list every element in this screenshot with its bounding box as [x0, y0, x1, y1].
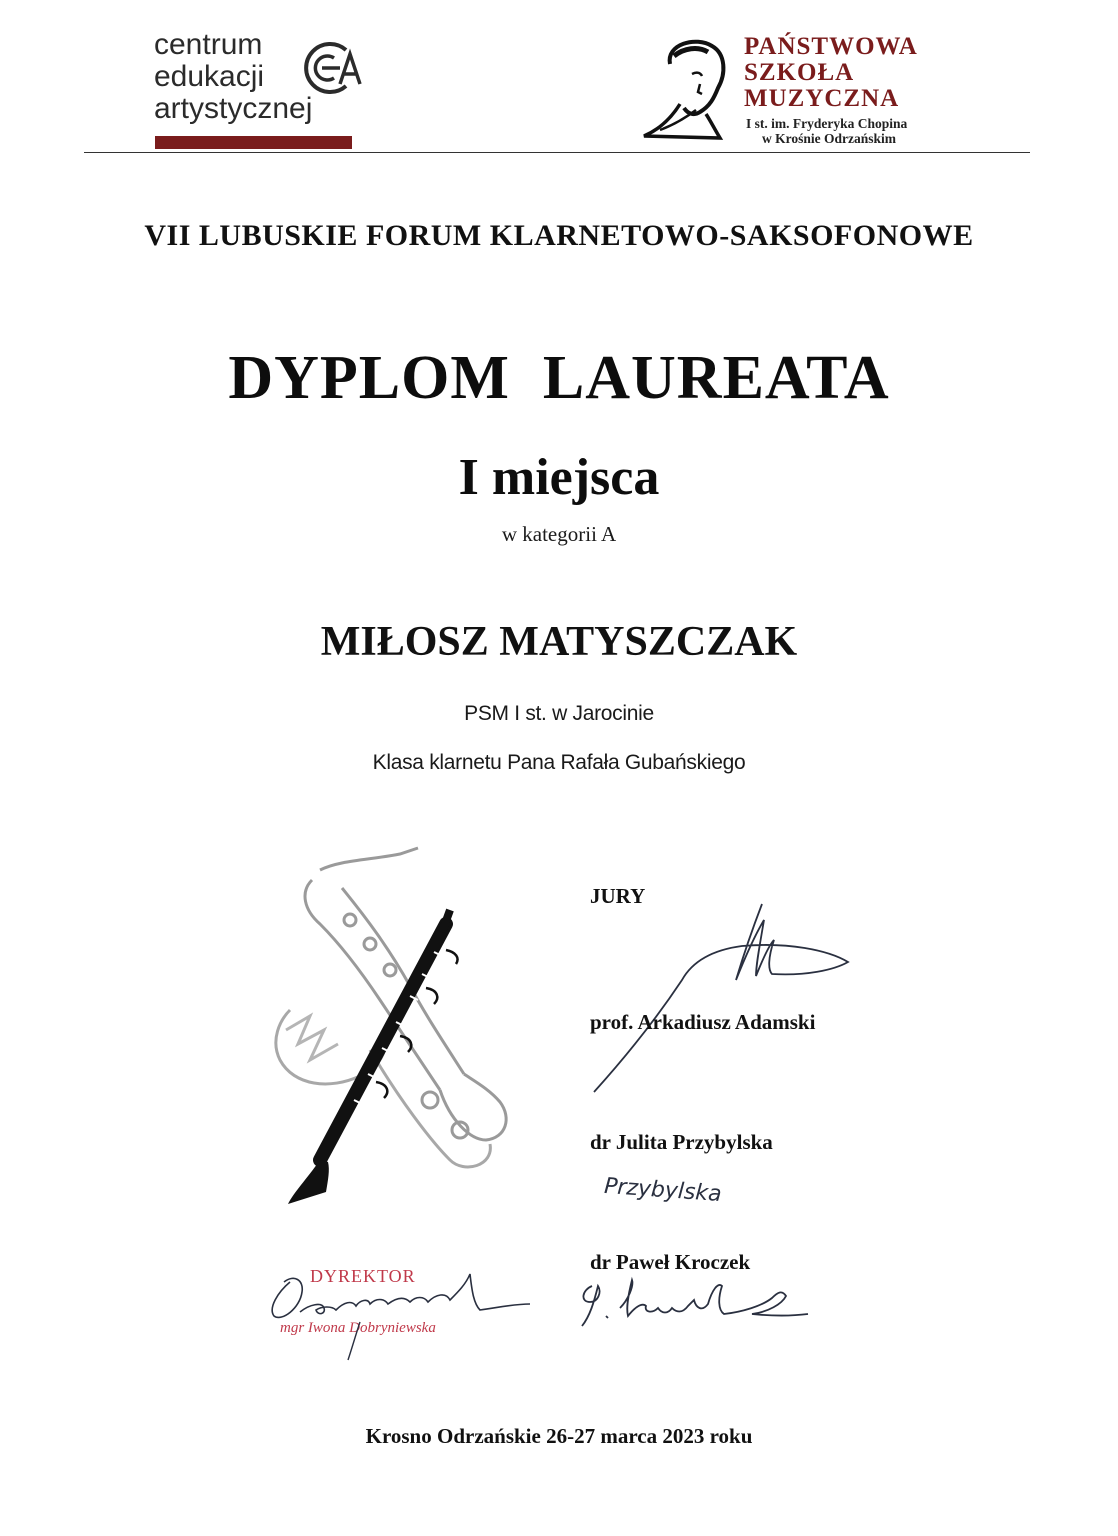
- footer-place-date: Krosno Odrzańskie 26-27 marca 2023 roku: [365, 1424, 753, 1448]
- juror-kroczek: dr Paweł Kroczek: [590, 1250, 751, 1274]
- diploma-title: DYPLOM LAUREATA: [228, 344, 890, 412]
- cea-logo: [150, 30, 380, 155]
- clarinet-saxophone-illustration: [250, 840, 530, 1220]
- director-signature: [260, 1262, 540, 1362]
- place-heading: I miejsca: [458, 449, 660, 506]
- director-stamp: [260, 1262, 540, 1362]
- juror-przybylska: dr Julita Przybylska: [590, 1130, 773, 1154]
- teacher-class-line: Klasa klarnetu Pana Rafała Gubańskiego: [372, 751, 746, 774]
- jury-heading: JURY: [590, 884, 646, 908]
- header-divider: [84, 152, 1030, 153]
- director-name: mgr Iwona Dobryniewska: [280, 1320, 436, 1336]
- psm-logo-line-3: MUZYCZNA: [744, 85, 900, 112]
- psm-logo: [640, 30, 970, 160]
- laureate-name: MIŁOSZ MATYSZCZAK: [320, 619, 798, 665]
- signature-adamski: [592, 900, 862, 1100]
- cea-logo-line-2: edukacji: [154, 60, 265, 93]
- cea-logo-line-3: artystycznej: [154, 92, 313, 125]
- signature-przybylska: Przybylska: [603, 1173, 723, 1208]
- psm-logo-sub-1: I st. im. Fryderyka Chopina: [746, 116, 908, 131]
- cea-logo-bar: [155, 136, 352, 149]
- psm-logo-line-1: PAŃSTWOWA: [744, 33, 918, 60]
- cea-logo-line-1: centrum: [154, 28, 263, 61]
- director-title: DYREKTOR: [310, 1266, 416, 1286]
- signature-kroczek: [572, 1272, 812, 1332]
- psm-logo-line-2: SZKOŁA: [744, 59, 855, 86]
- saxophone-icon: [276, 848, 506, 1167]
- psm-logo-sub-2: w Krośnie Odrzańskim: [762, 131, 897, 146]
- category-line: w kategorii A: [501, 522, 617, 546]
- event-title: VII LUBUSKIE FORUM KLARNETOWO-SAKSOFONOWE: [144, 219, 974, 252]
- juror-adamski: prof. Arkadiusz Adamski: [590, 1010, 816, 1034]
- school-line: PSM I st. w Jarocinie: [464, 702, 654, 725]
- cea-emblem-icon: [300, 36, 364, 100]
- chopin-portrait-icon: [640, 34, 740, 146]
